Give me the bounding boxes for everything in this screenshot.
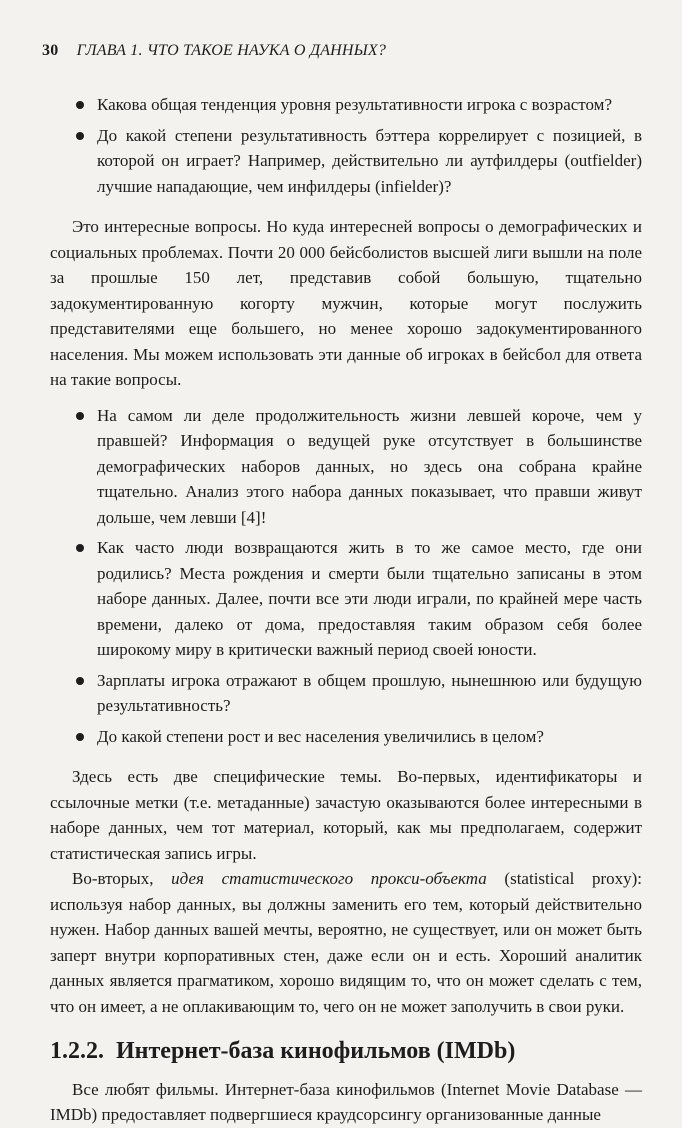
paragraph: Все любят фильмы. Интернет-база кинофильмов (Internet Movie Database — IMDb) предоставляет подвергшиеся краудсорсингу организованные данные (50, 1079, 642, 1124)
list-item: Какова общая тенденция уровня результативности игрока с возрастом? (50, 92, 642, 118)
list-item: До какой степени рост и вес населения увеличились в целом? (50, 724, 642, 750)
bullet-list-2 (50, 403, 642, 750)
paragraph: Это интересные вопросы. Но куда интересней вопросы о демографических и социальных проблемах. Почти 20 000 бейсболистов высшей лиги вышли на поле за прошлые 150 лет, представив собой большую, тщательно задокументированную когорту мужчин, которые могут послужить представителями еще большего, но менее хорошо задокументированного населения. Мы можем использовать эти данные об игроках в бейсбол для ответа на такие вопросы. (50, 217, 642, 389)
list-item: Зарплаты игрока отражают в общем прошлую, нынешнюю или будущую результативность? (50, 668, 642, 719)
paragraph-text: (statistical proxy): используя набор данных, вы должны заменить его тем, который действительно нужен. Набор данных вашей мечты, вероятно, не существует, или он может быть заперт внутри корпоративных стен, даже если он и есть. Хороший аналитик данных является прагматиком, хорошо видящим то, что он может сделать с тем, что он имеет, а не оплакивающим то, чего он не может заполучить в свои руки. (50, 869, 642, 1016)
idea-italic: идея (171, 869, 204, 888)
list-item: На самом ли деле продолжительность жизни левшей короче, чем у правшей? Информация о ведущей руке отсутствует в большинстве демографических наборов данных, но здесь она собрана крайне тщательно. Анализ этого набора данных показывает, что правши живут дольше, чем левши [4]! (50, 403, 642, 531)
section-number: 1.2.2. (50, 1038, 104, 1064)
chapter-title: ГЛАВА 1. ЧТО ТАКОЕ НАУКА О ДАННЫХ? (76, 42, 387, 59)
paragraph-text: Во-вторых, (72, 869, 172, 888)
running-header (42, 42, 642, 60)
section-title: Интернет-база кинофильмов (IMDb) (116, 1038, 516, 1064)
page-number: 30 (42, 42, 59, 59)
section-heading (50, 1039, 642, 1065)
proxy-term-italic: статистического прокси-объекта (221, 869, 487, 888)
paragraph: Здесь есть две специфические темы. Во-первых, идентификаторы и ссылочные метки (т.е. метаданные) зачастую оказываются более интересными в наборе данных, чем тот материал, который, как мы предполагаем, содержит статистическая запись игры. (50, 767, 642, 863)
list-item: До какой степени результативность бэттера коррелирует с позицией, в которой он играет? Например, действительно ли аутфилдеры (outfielder) лучшие нападающие, чем инфилдеры (infielder)? (50, 123, 642, 200)
paragraph-proxy (50, 866, 642, 1019)
list-item: Как часто люди возвращаются жить в то же самое место, где они родились? Места рождения и смерти были тщательно записаны в этом наборе данных. Далее, почти все эти люди играли, по крайней мере часть времени, далеко от дома, предоставляя таким образом себя более широкому миру в критически важный период своей юности. (50, 535, 642, 663)
page-body (50, 92, 642, 1128)
bullet-list-1 (50, 92, 642, 199)
